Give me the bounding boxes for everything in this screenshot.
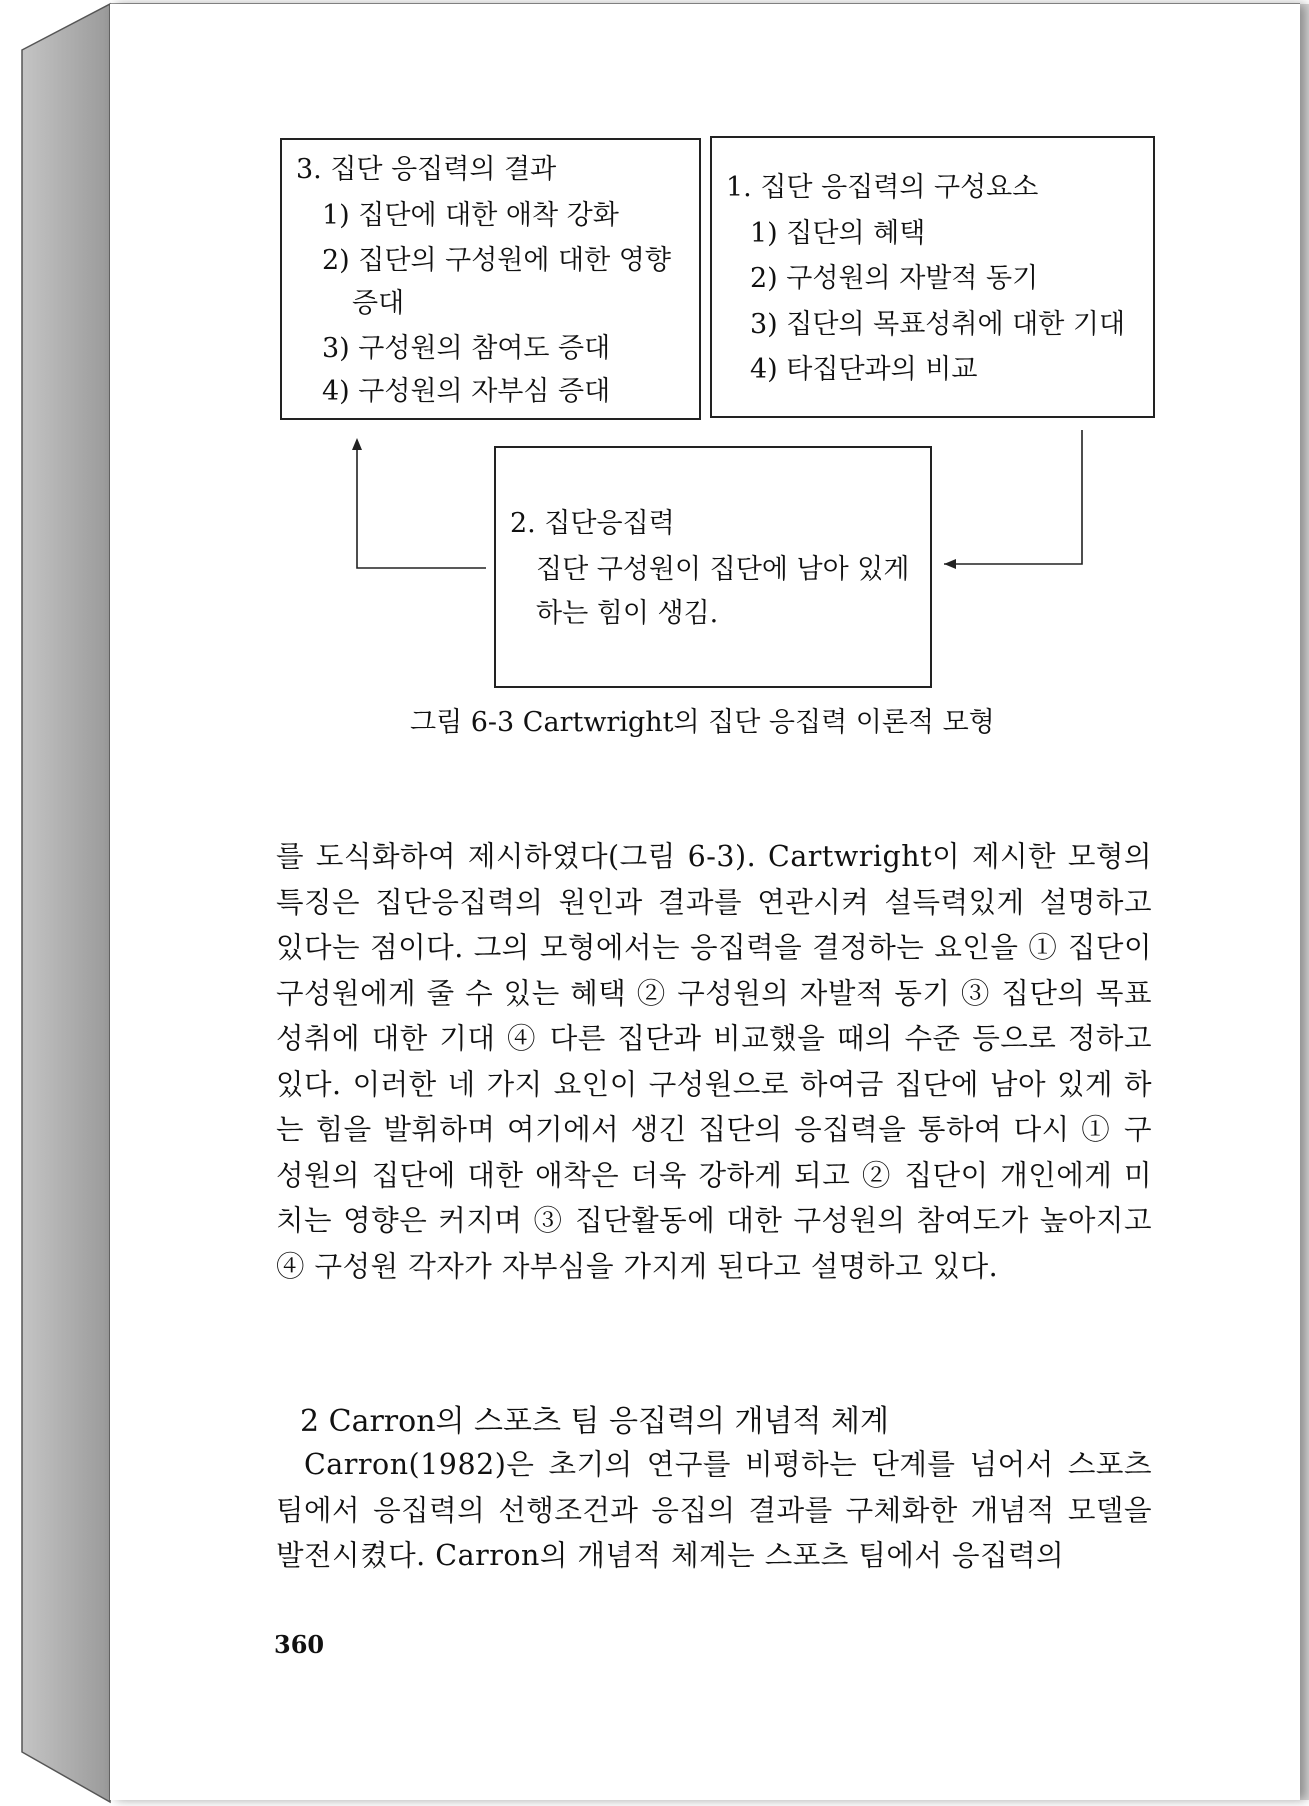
box-item: 4) 타집단과의 비교 [750,354,978,385]
body-paragraph: Carron(1982)은 초기의 연구를 비평하는 단계를 넘어서 스포츠 팀에서 응집력의 선행조건과 응집의 결과를 구체화한 개념적 모델을 발전시켰다. Carron의 개념적 체계는 스포츠 팀에서 응집력의 [276,1448,1152,1572]
box-item: 증대 [352,288,405,319]
box-text: 하는 힘이 생김. [536,598,719,629]
arrow-cohesion-to-results [357,442,486,568]
box-title: 3. 집단 응집력의 결과 [296,154,557,185]
box-item: 4) 구성원의 자부심 증대 [322,376,611,407]
arrowhead-left [944,559,956,569]
body-paragraph: 를 도식화하여 제시하였다(그림 6-3). Cartwright이 제시한 모형의 특징은 집단응집력의 원인과 결과를 연관시켜 설득력있게 설명하고 있다는 점이다. 그의 모형에서는 응집력을 결정하는 요인을 ① 집단이 구성원에게 줄 수 있는 혜택 ② 구성원의 자발적 동기 ③ 집단의 목표성취에 대한 기대 ④ 다른 집단과 비교했을 때의 수준 등으로 정하고 있다. 이러한 네 가지 요인이 구성원으로 하여금 집단에 남아 있게 하는 힘을 발휘하며 여기에서 생긴 집단의 응집력을 통하여 다시 ① 구성원의 집단에 대한 애착은 더욱 강하게 되고 ② 집단이 개인에게 미치는 영향은 커지며 ③ 집단활동에 대한 구성원의 참여도가 높아지고 ④ 구성원 각자가 자부심을 가지게 된다고 설명하고 있다. [276,840,1152,1283]
box-item: 2) 집단의 구성원에 대한 영향 [322,245,671,276]
box-text: 집단 구성원이 집단에 남아 있게 [536,554,910,585]
figure-caption: 그림 6-3 Cartwright의 집단 응집력 이론적 모형 [410,707,995,738]
arrowhead-up [352,438,362,450]
arrow-components-to-cohesion [944,430,1082,564]
box-title: 1. 집단 응집력의 구성요소 [726,172,1039,203]
page-number: 360 [274,1630,325,1659]
section-heading: 2 Carron의 스포츠 팀 응집력의 개념적 체계 [300,1404,889,1439]
box-item: 3) 구성원의 참여도 증대 [322,333,611,364]
box-item: 3) 집단의 목표성취에 대한 기대 [750,309,1126,340]
box-item: 1) 집단에 대한 애착 강화 [322,200,619,231]
box-item: 2) 구성원의 자발적 동기 [750,263,1039,294]
box-item: 1) 집단의 혜택 [750,218,926,249]
box-title: 2. 집단응집력 [510,508,675,539]
